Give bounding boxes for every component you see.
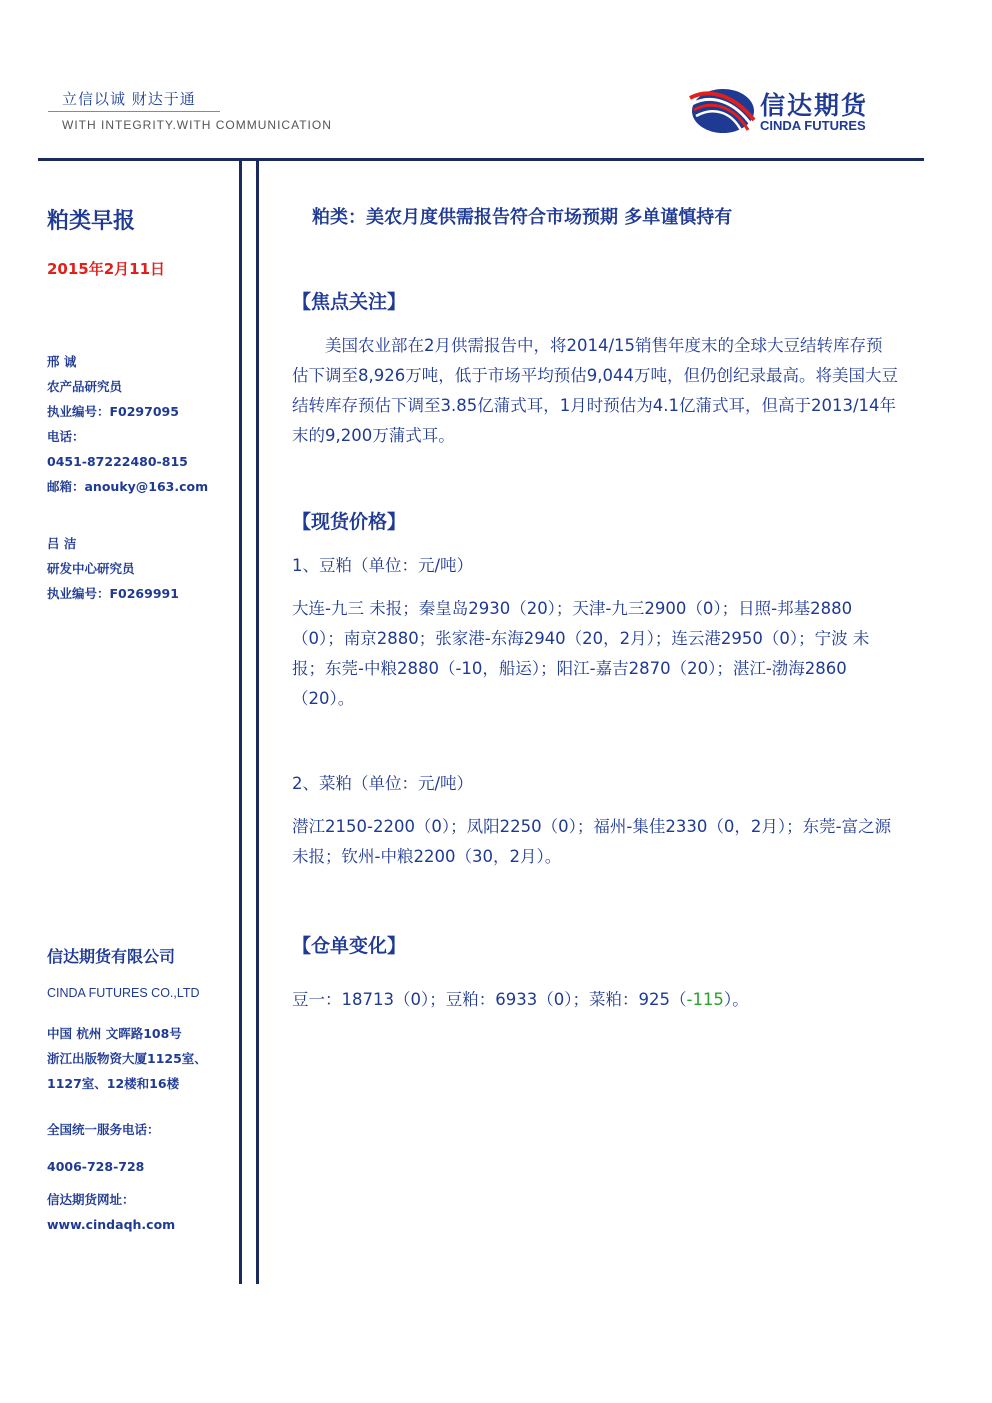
address-line: 中国 杭州 文晖路108号: [47, 1026, 182, 1041]
analyst-title: 农产品研究员: [47, 379, 123, 394]
website-link[interactable]: www.cindaqh.com: [47, 1217, 176, 1232]
analyst-phone: 0451-87222480-815: [47, 454, 188, 469]
sidebar-rule-left: [239, 158, 242, 1284]
company-address: [47, 1021, 207, 1096]
analyst-2: [47, 531, 237, 606]
warehouse-change-value: -115: [686, 990, 724, 1009]
report-date: 2015年2月11日: [47, 260, 166, 278]
soymeal-subheading: 1、豆粕（单位：元/吨）: [292, 556, 474, 575]
warehouse-suffix: ）。: [723, 990, 749, 1009]
website-label: 信达期货网址：: [47, 1192, 135, 1207]
analyst-license: 执业编号：F0297095: [47, 404, 179, 419]
sidebar-rule-right: [256, 158, 259, 1284]
analyst-phone-label: 电话：: [47, 429, 85, 444]
warehouse-heading: 【仓单变化】: [292, 935, 407, 957]
logo-cn: 信达期货: [760, 91, 869, 120]
analyst-name: 邢 诚: [47, 354, 77, 369]
analyst-email: 邮箱：anouky@163.com: [47, 479, 209, 494]
focus-heading: 【焦点关注】: [292, 291, 407, 313]
warehouse-prefix: 豆一：18713（0）；豆粕：6933（0）；菜粕：925（: [292, 990, 687, 1009]
header-rule: [38, 158, 924, 161]
slogan-cn: 立信以诚 财达于通: [62, 90, 196, 108]
analyst-1: [47, 349, 237, 499]
service-phone: 4006-728-728: [47, 1159, 145, 1174]
service-label: 全国统一服务电话：: [47, 1122, 160, 1137]
address-line: 浙江出版物资大厦1125室、: [47, 1051, 207, 1066]
address-line: 1127室、12楼和16楼: [47, 1076, 180, 1091]
article-title: 粕类：美农月度供需报告符合市场预期 多单谨慎持有: [312, 207, 733, 228]
slogan-en: WITH INTEGRITY.WITH COMMUNICATION: [62, 118, 332, 132]
logo-en: CINDA FUTURES: [760, 118, 866, 133]
company-name: 信达期货有限公司: [47, 947, 176, 966]
analyst-title: 研发中心研究员: [47, 561, 135, 576]
company-logo: [688, 84, 928, 136]
rapemeal-prices: 潜江2150-2200（0）；凤阳2250（0）；福州-集佳2330（0，2月）；东莞-富之源 未报；钦州-中粮2200（30，2月）。: [292, 817, 892, 866]
spot-heading: 【现货价格】: [292, 511, 407, 533]
warehouse-text: [292, 985, 898, 1015]
report-title: 粕类早报: [47, 209, 136, 234]
logo-mark-icon: [688, 84, 758, 136]
soymeal-prices: 大连-九三 未报；秦皇岛2930（20）；天津-九三2900（0）；日照-邦基2880（0）；南京2880；张家港-东海2940（20，2月）；连云港2950（0）；宁波 未报；东莞-中粮2880（-10，船运）；阳江-嘉吉2870（20）；湛江-渤海2860（20）。: [292, 599, 870, 708]
company-name-en: CINDA FUTURES CO.,LTD: [47, 986, 200, 1000]
slogan-divider: [48, 111, 220, 112]
rapemeal-subheading: 2、菜粕（单位：元/吨）: [292, 774, 474, 793]
website-info: [47, 1187, 175, 1237]
analyst-name: 吕 洁: [47, 536, 77, 551]
service-info: [47, 1111, 160, 1185]
analyst-license: 执业编号：F0269991: [47, 586, 179, 601]
focus-text: 美国农业部在2月供需报告中，将2014/15销售年度末的全球大豆结转库存预估下调至8,926万吨，低于市场平均预估9,044万吨，但仍创纪录最高。将美国大豆结转库存预估下调至3.85亿蒲式耳，1月时预估为4.1亿蒲式耳，但高于2013/14年末的9,200万蒲式耳。: [292, 336, 898, 445]
